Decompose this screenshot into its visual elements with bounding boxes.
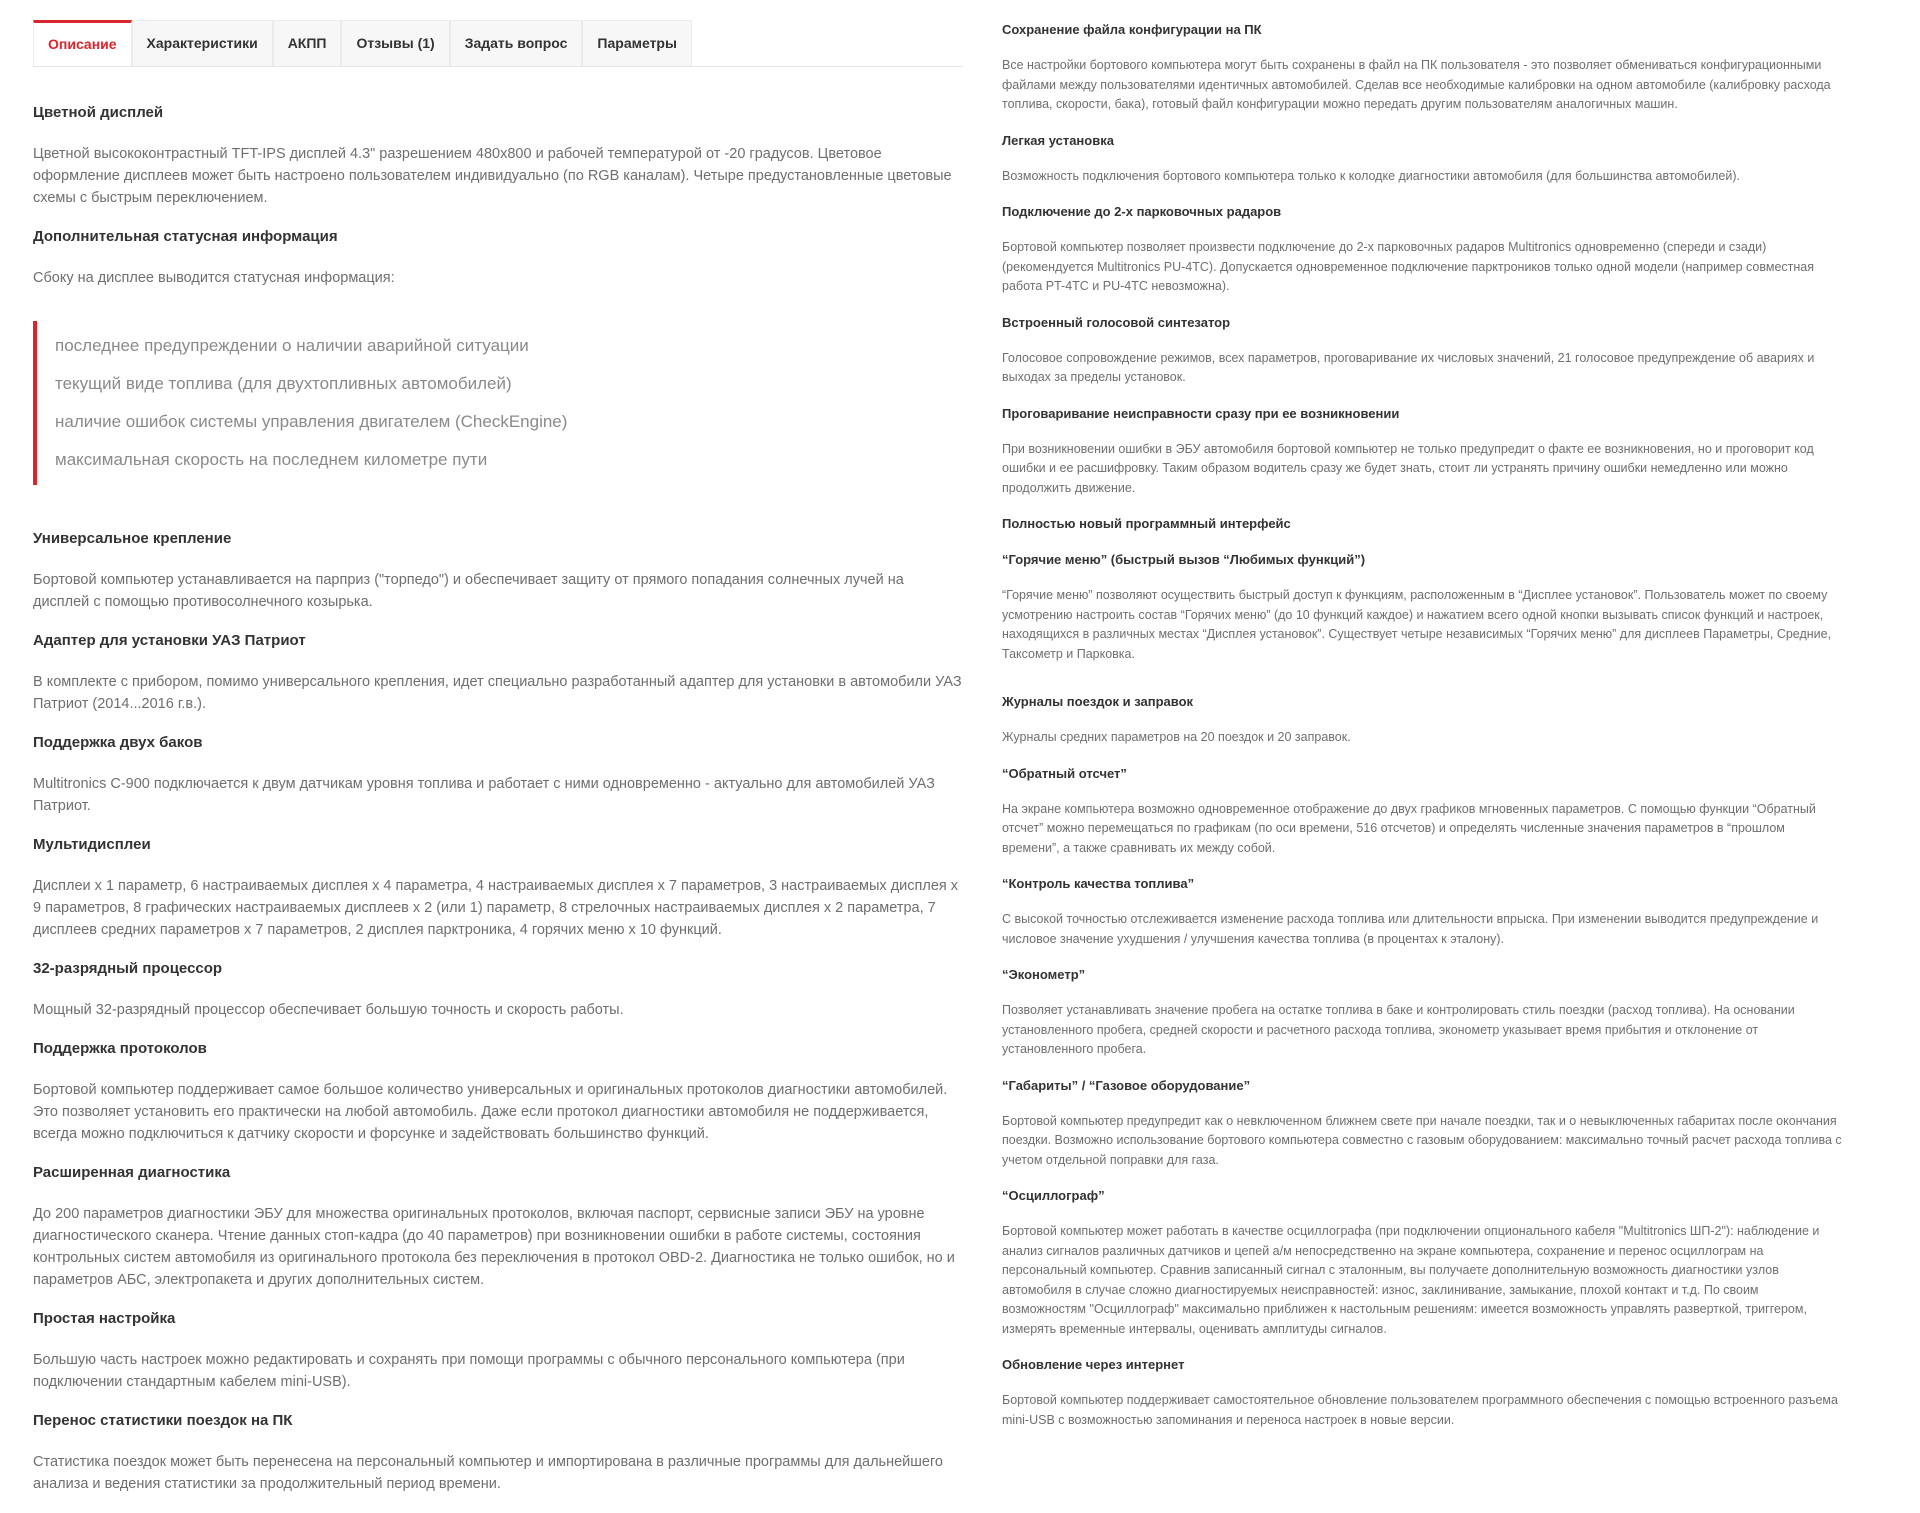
tab-akpp[interactable]: АКПП <box>273 20 342 66</box>
section-title: Простая настройка <box>33 1310 176 1327</box>
section-title: Адаптер для установки УАЗ Патриот <box>33 632 306 649</box>
section-text: Бортовой компьютер предупредит как о невключенном ближнем свете при начале поездки, так и о невыключенных габаритах после окончания поездки. Возможно использование бортового компьютера совместно с газовым оборудованием: максимально точный расчет расхода топлива с учетом отдельной поправки для газа. <box>1002 1113 1842 1167</box>
tab-parameters[interactable]: Параметры <box>582 20 692 66</box>
section-text: “Горячие меню” позволяют осуществить быстрый доступ к функциям, расположенным в “Дисплее установок”. Пользователь может по своему усмотрению настроить состав “Горячих меню” (до 10 функций каждое) и нажатием всего одной кнопки вызывать список функций и настроек, находящихся в различных местах “Дисплея установок”. Существует четыре независимых “Горячих меню” для дисплеев Параметры, Средние, Таксометр и Парковка. <box>1002 588 1832 661</box>
list-item: последнее предупреждении о наличии аварийной ситуации <box>55 336 529 355</box>
tab-ask-question[interactable]: Задать вопрос <box>450 20 583 66</box>
section-title: Подключение до 2-х парковочных радаров <box>1002 204 1282 219</box>
section-text: Сбоку на дисплее выводится статусная информация: <box>33 270 395 286</box>
section-title: Поддержка протоколов <box>33 1040 207 1057</box>
section-title: Встроенный голосовой синтезатор <box>1002 314 1231 330</box>
section-title: “Горячие меню” (быстрый вызов “Любимых функций”) <box>1002 552 1366 567</box>
tab-reviews[interactable]: Отзывы (1) <box>341 20 449 66</box>
section-title: Проговаривание неисправности сразу при ее возникновении <box>1002 405 1400 421</box>
section-text: Бортовой компьютер позволяет произвести подключение до 2-х парковочных радаров Multitronics одновременно (спереди и сзади) (рекомендуется Multitronics PU-4TC). Допускается одновременное подключение парктроников только одной модели (например совместная работа PT-4TC и PU-4TC невозможна). <box>1002 240 1815 293</box>
spacer <box>1002 680 1842 692</box>
section-text: Бортовой компьютер поддерживает самое большое количество универсальных и оригинальных протоколов диагностики автомобилей. Это позволяет установить его практически на любой автомобиль. Даже если протокол диагностики автомобиля не поддерживается, всегда можно подключиться к датчику скорости и форсунке и задействовать большинство функций. <box>33 1082 948 1142</box>
section-text: Мощный 32-разрядный процессор обеспечивает большую точность и скорость работы. <box>33 1002 624 1018</box>
section-title: “Габариты” / “Газовое оборудование” <box>1002 1077 1251 1093</box>
section-text: Большую часть настроек можно редактировать и сохранять при помощи программы с обычного персонального компьютера (при подключении стандартным кабелем mini-USB). <box>33 1352 905 1390</box>
section-text: Статистика поездок может быть перенесена на персональный компьютер и импортирована в различные программы для дальнейшего анализа и ведения статистики за продолжительный период времени. <box>33 1454 943 1492</box>
description-column-right <box>1002 20 1842 1446</box>
section-title: Мультидисплеи <box>33 836 151 853</box>
section-title: Поддержка двух баков <box>33 734 203 751</box>
section-text: При возникновении ошибки в ЭБУ автомобиля бортовой компьютер не только предупредит о факте ее возникновения, но и проговорит код ошибки и ее расшифровку. Таким образом водитель сразу же будет знать, стоит ли устранять причину ошибки немедленно или можно продолжить движение. <box>1002 441 1814 495</box>
list-item: максимальная скорость на последнем километре пути <box>55 450 488 469</box>
section-text: Голосовое сопровождение режимов, всех параметров, проговаривание их числовых значений, 21 голосовое предупреждение об авариях и выходах за пределы установок. <box>1002 350 1815 384</box>
section-title: Расширенная диагностика <box>33 1164 231 1181</box>
section-title: Дополнительная статусная информация <box>33 228 338 245</box>
section-text: Журналы средних параметров на 20 поездок и 20 заправок. <box>1002 730 1351 744</box>
list-item: наличие ошибок системы управления двигателем (CheckEngine) <box>55 412 568 431</box>
section-text: Дисплеи х 1 параметр, 6 настраиваемых дисплея х 4 параметра, 4 настраиваемых дисплея х 7 параметров, 3 настраиваемых дисплея х 9 параметров, 8 графических настраиваемых дисплеев х 2 (или 1) параметр, 8 стрелочных настраиваемых дисплея х 2 параметра, 7 дисплеев средних параметров х 7 параметров, 2 дисплея парктроника, 4 горячих меню х 10 функций. <box>33 878 959 938</box>
tab-characteristics[interactable]: Характеристики <box>132 20 273 66</box>
section-text: Бортовой компьютер устанавливается на парприз ("торпедо") и обеспечивает защиту от прямого попадания солнечных лучей на дисплей с помощью противосолнечного козырька. <box>33 572 904 610</box>
section-title: Обновление через интернет <box>1002 1357 1185 1372</box>
section-title: Полностью новый программный интерфейс <box>1002 516 1291 531</box>
section-title: “Контроль качества топлива” <box>1002 876 1195 891</box>
list-item: текущий виде топлива (для двухтопливных автомобилей) <box>55 374 512 393</box>
section-text: До 200 параметров диагностики ЭБУ для множества оригинальных протоколов, включая паспорт, сервисные записи ЭБУ на уровне диагностического сканера. Чтение данных стоп-кадра (до 40 параметров) при возникновении ошибки в работе системы, состояния контрольных систем автомобиля из оригинального протокола без переключения в протокол OBD-2. Диагностика не только ошибок, но и параметров АБС, электропакета и других дополнительных систем. <box>33 1206 955 1288</box>
section-text: На экране компьютера возможно одновременное отображение до двух графиков мгновенных параметров. С помощью функции “Обратный отсчет” можно перемещаться по графикам (по оси времени, 516 отсчетов) и определять численные значения параметров в “прошлом времени”, а также сравнивать их между собой. <box>1002 801 1816 855</box>
section-text: В комплекте с прибором, помимо универсального крепления, идет специально разработанный адаптер для установки в автомобили УАЗ Патриот (2014...2016 г.в.). <box>33 674 962 712</box>
section-title: “Обратный отсчет” <box>1002 765 1127 781</box>
section-title: Сохранение файла конфигурации на ПК <box>1002 22 1262 37</box>
section-title: Журналы поездок и заправок <box>1002 694 1194 709</box>
section-title: Цветной дисплей <box>33 104 164 121</box>
section-text: Все настройки бортового компьютера могут быть сохранены в файл на ПК пользователя - это позволяет обмениваться конфигурационными файлами между пользователями идентичных автомобилей. Сделав все необходимые калибровки на одном автомобиле (калибровку расхода топлива, скорости, бака), готовый файл конфигурации можно передать другим пользователям аналогичных машин. <box>1002 58 1831 111</box>
section-text: Бортовой компьютер может работать в качестве осциллографа (при подключении опционального кабеля "Multitronics ШП-2"): наблюдение и анализ сигналов различных датчиков и цепей а/м непосредственно на экране компьютера, сохранение и перенос осциллограм на персональный компьютер. Сравнив записанный сигнал с эталонным, вы получаете дополнительную возможность диагностики узлов автомобиля в случае сложно диагностируемых неисправностей: износ, заклинивание, замыкание, плохой контакт и т.д. По своим возможностям "Осциллограф" максимально приближен к настольным решениям: имеется возможность управлять разверткой, триггером, измерять временные интервалы, оценивать амплитуды сигналов. <box>1002 1224 1820 1336</box>
description-column-left <box>33 20 963 1513</box>
section-title: Универсальное крепление <box>33 530 232 547</box>
section-text: Позволяет устанавливать значение пробега на остатке топлива в баке и контролировать стиль поездки (расход топлива). На основании установленного пробега, средней скорости и расчетного расхода топлива, эконометр указывает время прибытия и отклонение от установленного пробега. <box>1002 1003 1795 1056</box>
section-text: Multitronics C-900 подключается к двум датчикам уровня топлива и работает с ними одновременно - актуально для автомобилей УАЗ Патриот. <box>33 776 935 814</box>
section-title: 32-разрядный процессор <box>33 960 223 977</box>
section-text: Бортовой компьютер поддерживает самостоятельное обновление пользователем программного обеспечения с помощью встроенного разъема mini-USB с возможностью запоминания и переноса настроек в новые версии. <box>1002 1393 1838 1427</box>
section-title: Перенос статистики поездок на ПК <box>33 1412 293 1429</box>
section-title: Легкая установка <box>1002 132 1114 148</box>
section-text: Цветной высококонтрастный TFT-IPS дисплей 4.3" разрешением 480x800 и рабочей температурой от -20 градусов. Цветовое оформление дисплеев может быть настроено пользователем индивидуально (по RGB каналам). Четыре предустановленные цветовые схемы с быстрым переключением. <box>33 146 952 206</box>
section-text: Возможность подключения бортового компьютера только к колодке диагностики автомобиля (для большинства автомобилей). <box>1002 168 1740 183</box>
tab-description[interactable]: Описание <box>33 20 132 66</box>
status-info-blockquote <box>33 321 963 485</box>
product-tabs <box>33 20 963 67</box>
section-text: С высокой точностью отслеживается изменение расхода топлива или длительности впрыска. При изменении выводится предупреждение и числовое значение ухудшения / улучшения качества топлива (в процентах к эталону). <box>1002 912 1819 946</box>
section-title: “Осциллограф” <box>1002 1188 1105 1203</box>
section-title: “Эконометр” <box>1002 967 1086 982</box>
